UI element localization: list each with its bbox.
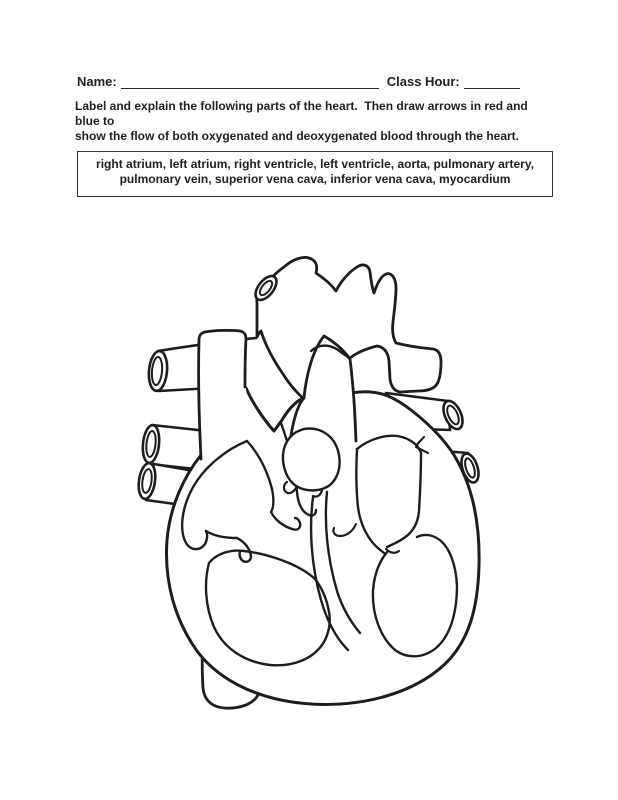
word-bank-line1: right atrium, left atrium, right ventricle, left ventricle, aorta, pulmonary artery, <box>96 157 534 171</box>
instructions-line2: show the flow of both oxygenated and deoxygenated blood through the heart. <box>75 129 520 143</box>
word-bank-line2: pulmonary vein, superior vena cava, inferior vena cava, myocardium <box>119 172 511 186</box>
name-label: Name: <box>77 74 117 89</box>
instructions-line1: Label and explain the following parts of the heart. Then draw arrows in red and blue to <box>75 99 532 128</box>
aortic-root-outline <box>283 429 340 491</box>
class-hour-label: Class Hour: <box>386 74 460 89</box>
